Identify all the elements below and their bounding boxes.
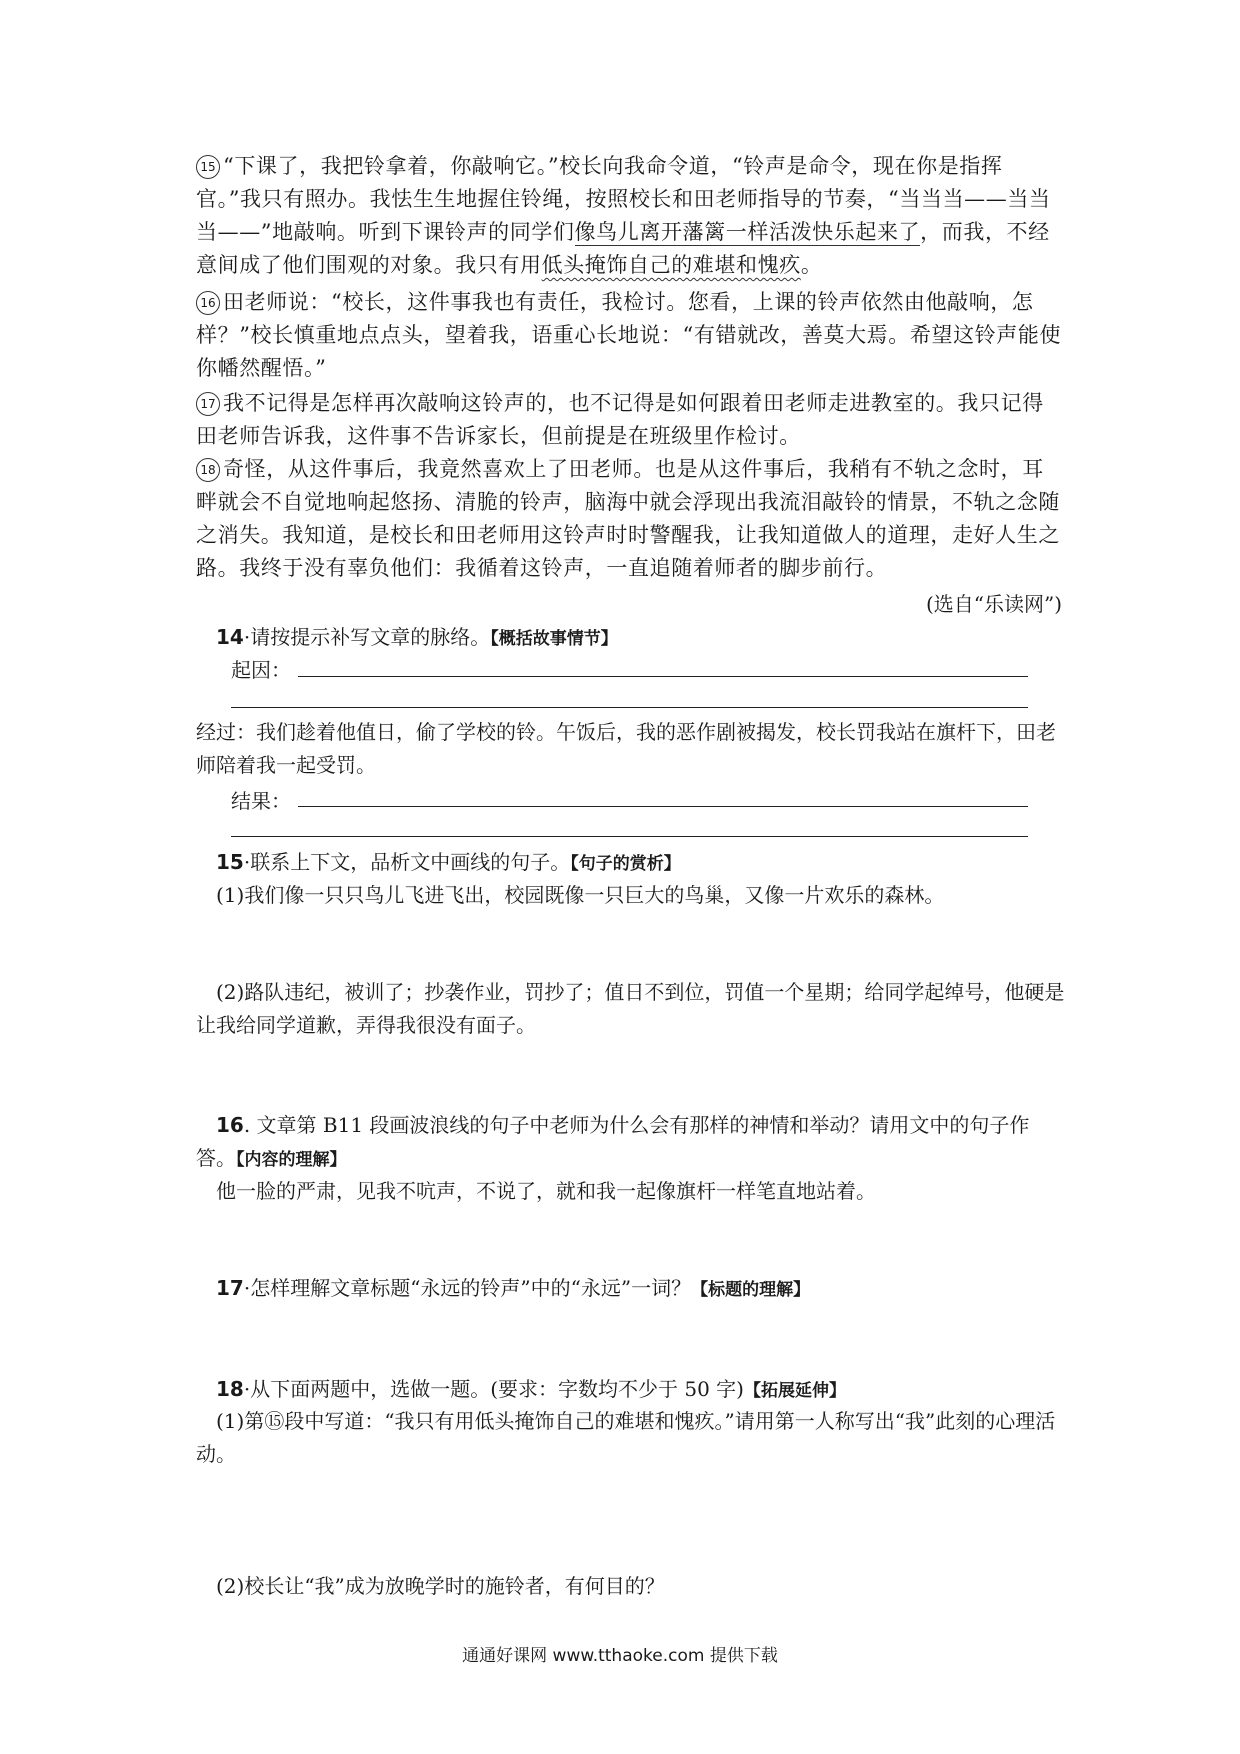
- paragraph-16: [196, 286, 1062, 385]
- question-tag: 【拓展延伸】: [743, 1381, 846, 1401]
- paragraph-number: 18: [196, 458, 220, 482]
- question-number: 15: [216, 850, 244, 874]
- question-tag: 【内容的理解】: [236, 1150, 347, 1170]
- footer: 通通好课网 www.tthaoke.com 提供下载: [462, 1646, 778, 1666]
- result-label: 结果：: [231, 789, 291, 813]
- question-text: ·联系上下文，品析文中画线的句子。: [243, 850, 571, 874]
- sentence-2: (2)路队违纪，被训了；抄袭作业，罚抄了；值日不到位，罚值一个星期；给同学起绰号，他硬是让我给同学道歉，弄得我很没有面子。: [196, 980, 1065, 1037]
- paragraph-text: 我不记得是怎样再次敲响这铃声的，也不记得是如何跟着田老师走进教室的。我只记得田老师告诉我，这件事不告诉家长，但前提是在班级里作检讨。: [196, 391, 1044, 448]
- paragraph-number: 17: [196, 392, 220, 416]
- cause-label: 起因：: [231, 658, 291, 682]
- question-tag: 【句子的赏析】: [570, 854, 681, 874]
- paragraph-text: “下课了，我把铃拿着，你敲响它。”校长向我命令道，“铃声是命令，现在你是指挥官。”我只有照办。我怯生生地握住铃绳，按照校长和田老师指导的节奏，“当当当——当当当——”地敲响。听到下课铃声的同学们: [196, 154, 1051, 244]
- answer-line: [231, 707, 1028, 708]
- question-15: [216, 846, 681, 880]
- option-2: (2)校长让“我”成为放晚学时的施铃者，有何目的？: [216, 1574, 665, 1598]
- paragraph-text: 。: [800, 253, 823, 277]
- question-number: 18: [216, 1377, 244, 1401]
- question-text: ·怎样理解文章标题“永远的铃声”中的“永远”一词？: [243, 1276, 692, 1300]
- answer-line: [298, 676, 1028, 677]
- question-17: [216, 1272, 810, 1306]
- paragraph-text: 奇怪，从这件事后，我竟然喜欢上了田老师。也是从这件事后，我稍有不轨之念时，耳畔就会不自觉地响起悠扬、清脆的铃声，脑海中就会浮现出我流泪敲铃的情景，不轨之念随之消失。我知道，是校长和田老师用这铃声时时警醒我，让我知道做人的道理，走好人生之路。我终于没有辜负他们：我循着这铃声，一直追随着师者的脚步前行。: [196, 457, 1060, 580]
- answer-line: [231, 836, 1028, 837]
- question-text: ·从下面两题中，选做一题。(要求：字数均不少于 50 字): [243, 1377, 744, 1401]
- paragraph-text: ，而我，不经意间成了他们围观的对象。我只有用: [196, 220, 1050, 277]
- question-tag: 【标题的理解】: [691, 1280, 811, 1300]
- paragraph-18: [196, 453, 1062, 585]
- paragraph-number: 16: [196, 291, 220, 315]
- option-1: (1)第⑮段中写道：“我只有用低头掩饰自己的难堪和愧疚。”请用第一人称写出“我”此刻的心理活动。: [196, 1409, 1056, 1466]
- question-number: 17: [216, 1276, 244, 1300]
- question-text: . 文章第 B11 段画波浪线的句子中老师为什么会有那样的神情和举动？请用文中的句子作答。: [196, 1113, 1030, 1170]
- paragraph-number: 15: [196, 155, 220, 179]
- paragraph-15: [196, 150, 1062, 282]
- underlined-sentence: 像鸟儿离开藩篱一样活泼快乐起来了: [574, 220, 921, 244]
- source-note: (选自“乐读网”): [925, 592, 1062, 616]
- sentence-1: (1)我们像一只只鸟儿飞进飞出，校园既像一只巨大的鸟巢，又像一片欢乐的森林。: [216, 883, 945, 907]
- question-number: 16: [216, 1113, 244, 1137]
- process-text: 经过：我们趁着他值日，偷了学校的铃。午饭后，我的恶作剧被揭发，校长罚我站在旗杆下，田老师陪着我一起受罚。: [196, 720, 1056, 777]
- paragraph-text: 田老师说：“校长，这件事我也有责任，我检讨。您看，上课的铃声依然由他敲响，怎样？”校长慎重地点点头，望着我，语重心长地说：“有错就改，善莫大焉。希望这铃声能使你幡然醒悟。”: [196, 290, 1062, 380]
- answer-text: 他一脸的严肃，见我不吭声，不说了，就和我一起像旗杆一样笔直地站着。: [216, 1179, 876, 1203]
- question-14: [216, 621, 618, 655]
- question-16: [196, 1109, 1066, 1177]
- dotted-phrase: 低头掩饰自己的难堪和愧疚: [541, 253, 801, 277]
- question-number: 14: [216, 625, 244, 649]
- answer-line: [298, 806, 1028, 807]
- question-text: ·请按提示补写文章的脉络。: [243, 625, 491, 649]
- question-18: [216, 1373, 846, 1407]
- paragraph-17: [196, 387, 1062, 453]
- question-tag: 【概括故事情节】: [490, 629, 618, 649]
